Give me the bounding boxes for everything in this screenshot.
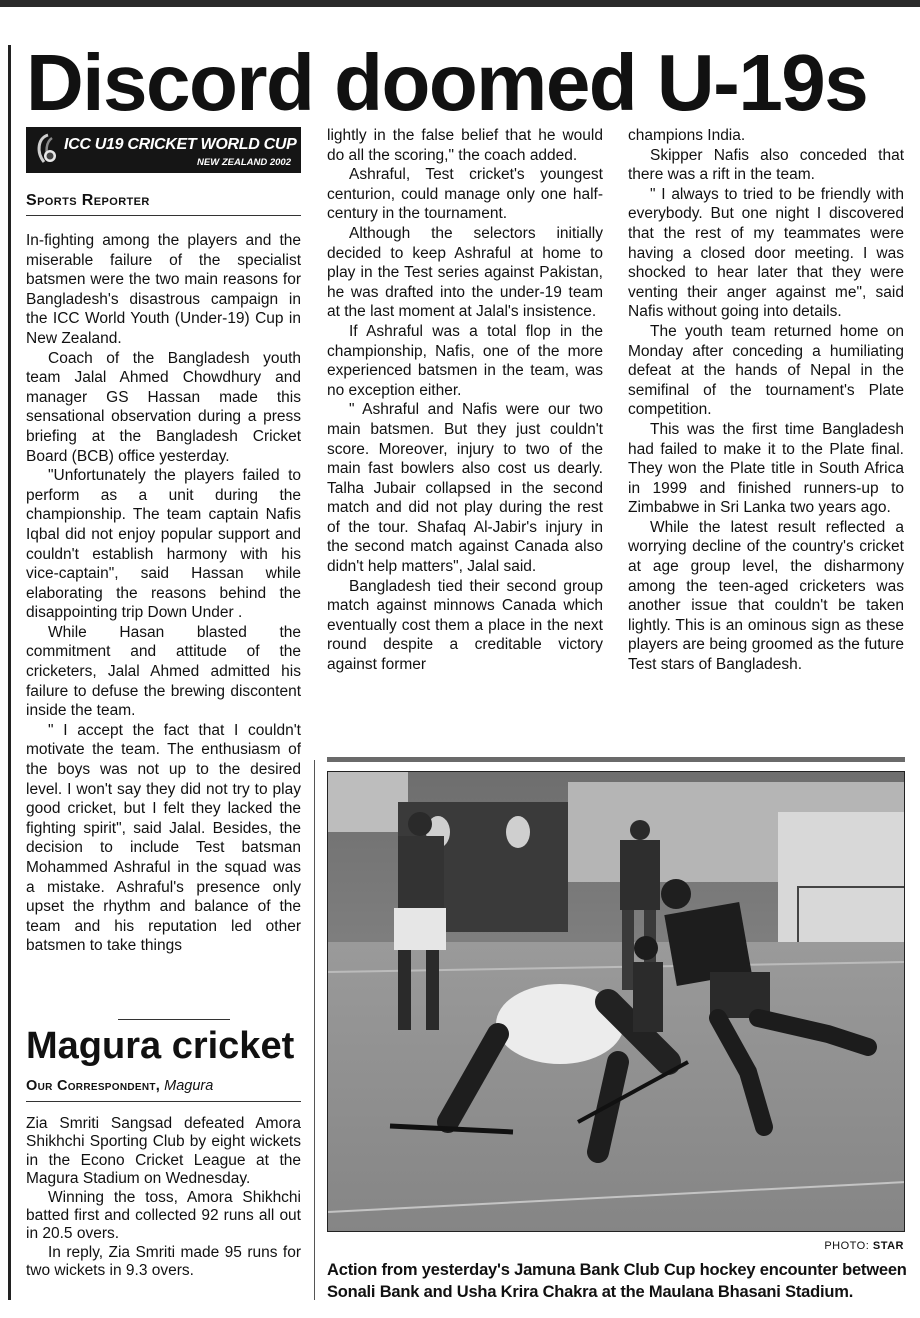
article-paragraph: Winning the toss, Amora Shikhchi batted first and collected 92 runs all out in 20.5 overs.	[26, 1188, 301, 1243]
article-paragraph: " I accept the fact that I couldn't motivate the team. The enthusiasm of the boys was not up to the desired level. I won't say they did not try to play good cricket, but I felt they lacked the fighting spirit", said Jalal. Besides, the decision to include Test batsman Mohammed Ashraful in the squad was a mistake. Ashraful's presence only upset the rhythm and balance of the team and his reputation led other batsmen to take things	[26, 721, 301, 955]
article-paragraph: This was the first time Bangladesh had failed to make it to the Plate final. They won the Plate title in South Africa in 1999 and finished runners-up to Zimbabwe in Sri Lanka two years ago.	[628, 420, 904, 517]
article-paragraph: Skipper Nafis also conceded that there was a rift in the team.	[628, 146, 904, 184]
column-divider	[314, 760, 315, 1300]
sub-byline-place: Magura	[164, 1078, 214, 1094]
article-paragraph: Bangladesh tied their second group match against minnows Canada which eventually cost them a place in the next round despite a creditable victory against former	[327, 577, 603, 674]
article-column-2	[327, 126, 603, 736]
photo-caption: Action from yesterday's Jamuna Bank Club Cup hockey encounter between Sonali Bank and Usha Krira Chakra at the Maulana Bhasani Stadium.	[327, 1261, 907, 1301]
photo-credit-label: PHOTO:	[824, 1240, 870, 1252]
sub-byline-rule	[26, 1101, 301, 1102]
section-divider	[118, 1019, 230, 1020]
article-paragraph: "Unfortunately the players failed to perform as a unit during the championship. The team captain Nafis Iqbal did not enjoy popular support and couldn't establish harmony with his vice-captain", said Hassan while elaborating the reasons behind the disappointing trip Down Under .	[26, 467, 301, 622]
main-headline: Discord doomed U-19s	[26, 38, 868, 127]
top-border-bar	[0, 0, 920, 7]
article-column-3	[628, 126, 904, 746]
sub-byline-role: Our Correspondent,	[26, 1078, 161, 1094]
hockey-photo	[327, 771, 905, 1232]
byline-rule	[26, 215, 301, 216]
sub-article-byline	[26, 1078, 306, 1094]
byline-text: Sports Reporter	[26, 192, 150, 209]
article-paragraph: champions India.	[628, 127, 746, 144]
cricket-ball-swirl-icon	[32, 132, 62, 166]
photo-top-rule	[327, 757, 905, 762]
article-paragraph: In reply, Zia Smriti made 95 runs for two wickets in 9.3 overs.	[26, 1243, 301, 1280]
article-paragraph: " Ashraful and Nafis were our two main batsmen. But they just couldn't score. Moreover, injury to two of the main fast bowlers also cost us dearly. Talha Jubair collapsed in the second match and did not play during the rest of the tour. Shafaq Al-Jabir's injury in the second match against Canada also didn't help matters", Jalal said.	[327, 401, 603, 576]
logo-subtitle: NEW ZEALAND 2002	[197, 157, 291, 168]
article-paragraph: Zia Smriti Sangsad defeated Amora Shikhchi Sporting Club by eight wickets in the Econo Cricket League at the Magura Stadium on Wednesday.	[26, 1115, 301, 1188]
logo-title: ICC U19 CRICKET WORLD CUP	[64, 136, 297, 153]
byline	[26, 192, 301, 210]
photo-credit	[640, 1240, 904, 1252]
hockey-match-illustration	[328, 772, 905, 1232]
article-paragraph: If Ashraful was a total flop in the championship, Nafis, one of the more experienced batsmen in the team, was no exception either.	[327, 322, 603, 399]
article-paragraph: " I always to tried to be friendly with everybody. But one night I discovered that the rest of my teammates were having a closed door meeting. I was shocked to hear later that they were venting their anger against me", said Nafis without going into details.	[628, 185, 904, 321]
photo-credit-source: STAR	[872, 1240, 904, 1252]
sub-article-body	[26, 1115, 301, 1295]
article-paragraph: The youth team returned home on Monday after conceding a humiliating defeat at the hands of Nepal in the semifinal of the tournament's Plate competition.	[628, 322, 904, 419]
article-paragraph: While the latest result reflected a worrying decline of the country's cricket at age group level, the disharmony among the teen-aged cricketers was another issue that couldn't be taken lightly. This is an ominous sign as these players are being groomed as the future Test stars of Bangladesh.	[628, 518, 904, 674]
article-paragraph: Ashraful, Test cricket's youngest centurion, could manage only one half-century in the tournament.	[327, 166, 603, 223]
article-paragraph: Coach of the Bangladesh youth team Jalal Ahmed Chowdhury and manager GS Hassan made this sensational observation during a press briefing at the Bangladesh Cricket Board (BCB) office yesterday.	[26, 349, 301, 465]
icc-u19-world-cup-logo	[26, 127, 301, 173]
article-paragraph: While Hasan blasted the commitment and attitude of the cricketers, Jalal Ahmed admitted his failure to defuse the brewing discontent inside the team.	[26, 623, 301, 720]
article-paragraph: Although the selectors initially decided to keep Ashraful at home to play in the Test series against Pakistan, he was drafted into the under-19 team at the last moment at Jalal's insistence.	[327, 224, 603, 321]
article-column-1	[26, 231, 301, 1001]
article-paragraph: lightly in the false belief that he would do all the scoring," the coach added.	[327, 127, 603, 164]
left-column-rule	[8, 45, 11, 1300]
sub-article-headline: Magura cricket	[26, 1025, 295, 1067]
article-paragraph: In-fighting among the players and the miserable failure of the specialist batsmen were the two main reasons for Bangladesh's disastrous campaign in the ICC World Youth (Under-19) Cup in New Zealand.	[26, 232, 301, 347]
